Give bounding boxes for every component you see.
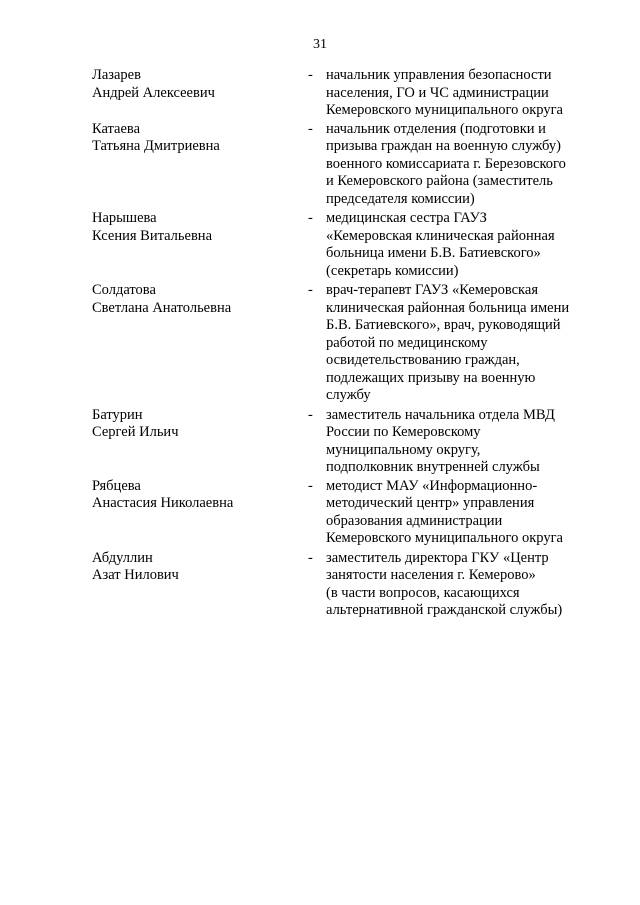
- member-given-names: Азат Нилович: [92, 567, 179, 583]
- member-entry: [92, 121, 602, 209]
- role-line: населения, ГО и ЧС администрации: [326, 84, 549, 101]
- role-line: методист МАУ «Информационно-: [326, 477, 538, 494]
- role-line: заместитель начальника отдела МВД: [326, 406, 555, 423]
- member-surname: Солдатова: [92, 282, 156, 298]
- role-line: подполковник внутренней службы: [326, 459, 540, 475]
- member-given-names: Светлана Анатольевна: [92, 299, 232, 316]
- member-given-names: Анастасия Николаевна: [92, 495, 234, 511]
- role-line: освидетельствованию граждан,: [326, 352, 520, 368]
- member-surname: Рябцева: [92, 477, 141, 494]
- page-number: 31: [313, 37, 327, 52]
- member-name: [92, 67, 302, 102]
- role-line: России по Кемеровскому: [326, 424, 481, 440]
- member-surname: Абдуллин: [92, 549, 153, 566]
- role-line: врач-терапевт ГАУЗ «Кемеровская: [326, 282, 538, 298]
- member-dash: -: [308, 406, 313, 423]
- member-entry: [92, 210, 602, 280]
- member-entry: [92, 407, 602, 477]
- role-line: Кемеровского муниципального округа: [326, 102, 563, 118]
- role-line: Б.В. Батиевского», врач, руководящий: [326, 317, 561, 333]
- member-role: [326, 282, 600, 405]
- role-line: и Кемеровского района (заместитель: [326, 173, 553, 189]
- member-dash: -: [308, 67, 313, 83]
- role-line: клиническая районная больница имени: [326, 299, 570, 316]
- role-line: подлежащих призыву на военную: [326, 369, 536, 386]
- member-name: [92, 478, 302, 513]
- member-role: [326, 478, 600, 548]
- member-given-names: Андрей Алексеевич: [92, 84, 215, 101]
- member-entry: [92, 478, 602, 548]
- role-line: больница имени Б.В. Батиевского»: [326, 245, 541, 261]
- role-line: «Кемеровская клиническая районная: [326, 227, 555, 244]
- member-surname: Катаева: [92, 120, 141, 137]
- role-line: альтернативной гражданской службы): [326, 602, 563, 618]
- member-role: [326, 407, 600, 477]
- role-line: военного комиссариата г. Березовского: [326, 155, 566, 172]
- member-dash: -: [308, 210, 313, 226]
- member-role: [326, 121, 600, 209]
- member-role: [326, 67, 600, 120]
- member-name: [92, 282, 302, 317]
- role-line: муниципальному округу,: [326, 441, 481, 458]
- member-given-names: Ксения Витальевна: [92, 227, 213, 244]
- member-role: [326, 210, 600, 280]
- member-surname: Лазарев: [92, 67, 141, 83]
- role-line: призыва граждан на военную службу): [326, 138, 561, 154]
- member-name: [92, 550, 302, 585]
- member-given-names: Сергей Ильич: [92, 424, 179, 440]
- member-surname: Нарышева: [92, 210, 157, 226]
- member-name: [92, 210, 302, 245]
- member-role: [326, 550, 600, 620]
- role-line: начальник отделения (подготовки и: [326, 120, 546, 137]
- member-given-names: Татьяна Дмитриевна: [92, 138, 220, 154]
- role-line: занятости населения г. Кемерово»: [326, 567, 536, 583]
- role-line: председателя комиссии): [326, 190, 475, 207]
- member-name: [92, 407, 302, 442]
- role-line: службу: [326, 387, 371, 403]
- member-entry: [92, 550, 602, 620]
- role-line: образования администрации: [326, 512, 503, 529]
- role-line: (в части вопросов, касающихся: [326, 584, 520, 601]
- member-dash: -: [308, 282, 313, 298]
- role-line: Кемеровского муниципального округа: [326, 530, 563, 546]
- role-line: работой по медицинскому: [326, 334, 488, 351]
- member-dash: -: [308, 120, 313, 137]
- role-line: начальник управления безопасности: [326, 67, 552, 83]
- member-name: [92, 121, 302, 156]
- member-dash: -: [308, 549, 313, 566]
- role-line: заместитель директора ГКУ «Центр: [326, 549, 549, 566]
- member-entry: [92, 67, 602, 120]
- member-entry: [92, 282, 602, 405]
- commission-members-list: [92, 67, 602, 620]
- member-surname: Батурин: [92, 406, 143, 423]
- role-line: медицинская сестра ГАУЗ: [326, 210, 487, 226]
- role-line: (секретарь комиссии): [326, 262, 459, 279]
- member-dash: -: [308, 477, 313, 494]
- role-line: методический центр» управления: [326, 495, 535, 511]
